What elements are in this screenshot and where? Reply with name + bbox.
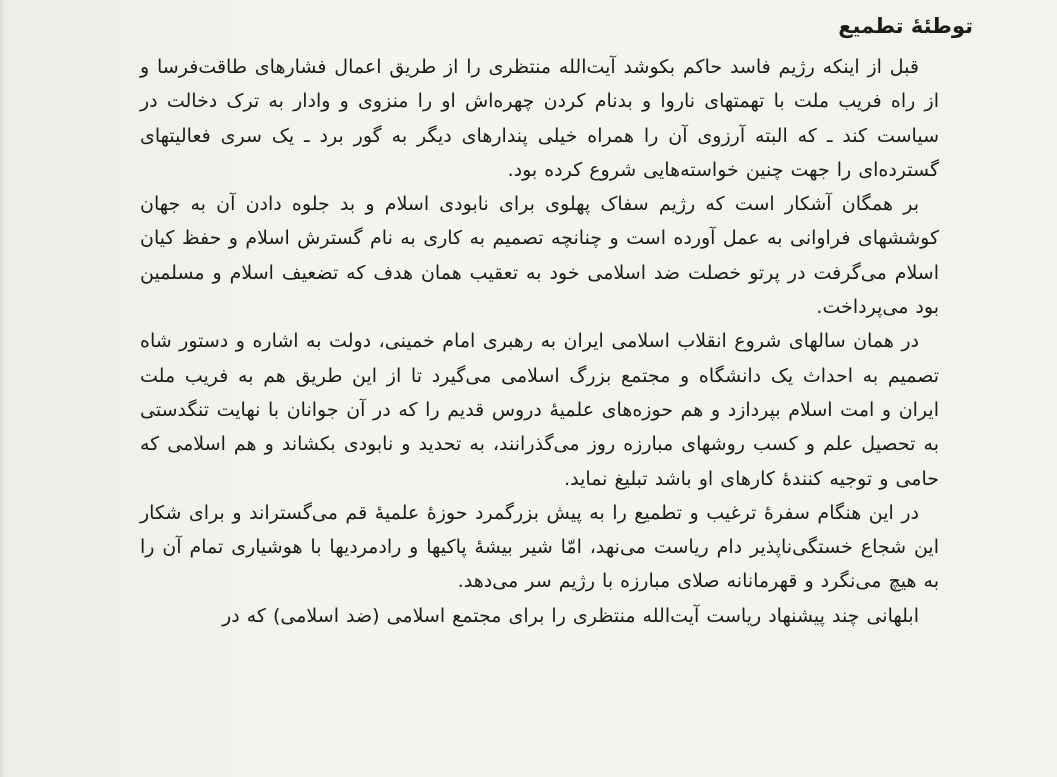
paragraph-1: قبل از اینکه رژیم فاسد حاکم بکوشد آیت‌الله منتظری را از طریق اعمال فشارهای طاقت‌فرسا و از راه فریب ملت با تهمتهای ناروا و بدنام کردن چهره‌اش او را منزوی و وادار به ترک دخالت در سیاست کند ـ که البته آرزوی آن را همراه خیلی پندارهای دیگر به گور برد ـ یک سری فعالیتهای گسترده‌ای را جهت چنین خواسته‌هایی شروع کرده بود.: [140, 56, 939, 181]
page-content: [140, 6, 973, 633]
paragraph-5: ابلهانی چند پیشنهاد ریاست آیت‌الله منتظری را برای مجتمع اسلامی (ضد اسلامی) که در: [222, 604, 919, 627]
section-heading: توطئهٔ تطمیع: [838, 14, 973, 38]
paragraph-2: بر همگان آشکار است که رژیم سفاک پهلوی برای نابودی اسلام و بد جلوه دادن آن به جهان کوششهای فراوانی به عمل آورده است و چنانچه تصمیم به کاری به نام گسترش اسلام و حفظ کیان اسلام می‌گرفت در پرتو خصلت ضد اسلامی خود به تعقیب همان هدف که تضعیف اسلام و مسلمین بود می‌پرداخت.: [140, 193, 939, 319]
paragraph-4: در این هنگام سفرهٔ ترغیب و تطمیع را به پیش بزرگمرد حوزهٔ علمیهٔ قم می‌گستراند و برای شکار این شجاع خستگی‌ناپذیر دام ریاست می‌نهد، امّا شیر بیشهٔ پاکیها و رادمردیها با هوشیاری تمام آن را به هیچ می‌نگرد و قهرمانانه صلای مبارزه با رژیم سر می‌دهد.: [140, 501, 939, 593]
paragraph-3: در همان سالهای شروع انقلاب اسلامی ایران به رهبری امام خمینی، دولت به اشاره و دستور شاه تصمیم به احداث یک دانشگاه و مجتمع بزرگ اسلامی می‌گیرد تا از این طریق هم به فریب ملت ایران و امت اسلام بپردازد و هم حوزه‌های علمیهٔ دروس قدیم را که در آن جوانان با نهایت تنگدستی به تحصیل علم و کسب روشهای مبارزه روز می‌گذرانند، به تحدید و نابودی بکشاند و هم اسلامی که حامی و توجیه کنندهٔ کارهای او باشد تبلیغ نماید.: [140, 330, 939, 490]
